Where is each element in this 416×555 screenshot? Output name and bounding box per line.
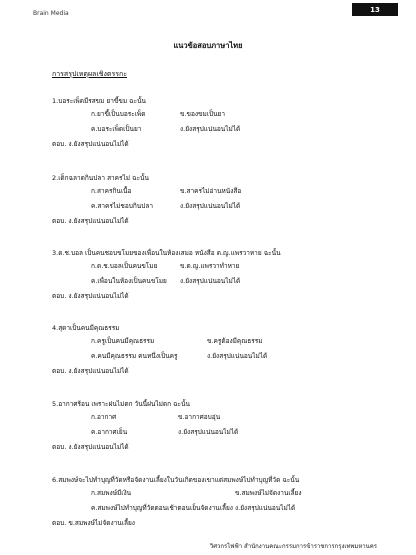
question-stem: 1.บอระเพ็ดมีรสขม ยาขี้ขม ฉะนั้น [52, 97, 146, 105]
option-d: ง.ยังสรุปแน่นอนไม่ได้ [207, 352, 268, 360]
question-2 [52, 174, 242, 229]
question-stem: 3.ด.ช.บอล เป็นคนชอบขโมยของเพื่อนในห้องเสมอ หนังสือ ด.ญ.แพรวาหาย ฉะนั้น [52, 249, 281, 257]
option-c: ค.สมพงษ์ไปทำบุญที่วัดตอนเช้าตอนเย็นจัดงานเลี้ยง [91, 504, 233, 512]
option-a: ก.อากาศ [91, 413, 117, 421]
option-b: ข.ด.ญ.แพรวาทำหาย [180, 262, 240, 270]
option-c: ค.บอระเพ็ดเป็นยา [91, 125, 142, 133]
question-stem: 4.สุดาเป็นคนมีคุณธรรม [52, 324, 120, 332]
section-heading: การสรุปเหตุผลเชิงตรรกะ [52, 70, 127, 78]
question-1 [52, 97, 241, 152]
page-footer: วิศวกรไฟฟ้า สำนักงานคณะกรรมการข้าราชการกรุงเทพมหานคร [209, 543, 377, 550]
question-stem: 6.สมพงษ์จะไปทำบุญที่วัดหรือจัดงานเลี้ยงในวันเกิดของเขาแต่สมพงษ์ไปทำบุญที่วัด ฉะนั้น [52, 476, 300, 484]
page-number-badge: 13 [352, 3, 398, 16]
option-c: ค.อากาศเย็น [91, 428, 128, 436]
option-d: ง.ยังสรุปแน่นอนไม่ได้ [178, 428, 239, 436]
question-5 [52, 400, 239, 455]
option-b: ข.อากาศอบอุ่น [178, 413, 221, 421]
option-d: ง.ยังสรุปแน่นอนไม่ได้ [180, 125, 241, 133]
question-4 [52, 324, 268, 379]
option-b: ข.สาครไม่อ่านหนังสือ [180, 187, 242, 195]
question-6 [52, 476, 302, 531]
question-3 [52, 249, 281, 304]
option-c: ค.เพื่อนในห้องเป็นคนขโมย [91, 277, 167, 285]
option-a: ก.ครูเป็นคนมีคุณธรรม [91, 337, 155, 345]
option-a: ก.ยาขี้เป็นบอระเพ็ด [91, 110, 146, 118]
header-brand: Brain Media [33, 10, 69, 17]
option-c: ค.คนมีคุณธรรม คนหนึ่งเป็นครู [91, 352, 178, 360]
option-c: ค.สาครไม่ชอบกินปลา [91, 202, 154, 210]
page-title: แนวข้อสอบภาษาไทย [173, 41, 243, 50]
option-b: ข.สมพงษ์ไม่จัดงานเลี้ยง [235, 489, 302, 497]
option-b: ข.ครูต้องมีคุณธรรม [207, 337, 263, 345]
option-b: ข.ของขมเป็นยา [180, 110, 226, 118]
answer-line: ตอบ. ง.ยังสรุปแน่นอนไม่ได้ [52, 443, 129, 451]
option-d: ง.ยังสรุปแน่นอนไม่ได้ [180, 202, 241, 210]
question-stem: 2.เด็กฉลาดกินปลา สาครไม่ ฉะนั้น [52, 174, 149, 182]
option-a: ก.สาครกินเนื้อ [91, 187, 132, 195]
question-stem: 5.อากาศร้อน เพราะฝนไม่ตก วันนี้ฝนไม่ตก ฉะนั้น [52, 400, 190, 408]
answer-line: ตอบ. ข.สมพงษ์ไม่จัดงานเลี้ยง [52, 519, 135, 527]
option-a: ก.ด.ช.บอลเป็นคนขโมย [91, 262, 158, 270]
option-d: ง.ยังสรุปแน่นอนไม่ได้ [235, 504, 296, 512]
answer-line: ตอบ. ง.ยังสรุปแน่นอนไม่ได้ [52, 367, 129, 375]
answer-line: ตอบ. ง.ยังสรุปแน่นอนไม่ได้ [52, 217, 129, 225]
answer-line: ตอบ. ง.ยังสรุปแน่นอนไม่ได้ [52, 292, 129, 300]
answer-line: ตอบ. ง.ยังสรุปแน่นอนไม่ได้ [52, 140, 129, 148]
option-d: ง.ยังสรุปแน่นอนไม่ได้ [180, 277, 241, 285]
option-a: ก.สมพงษ์มีเงิน [91, 489, 132, 497]
